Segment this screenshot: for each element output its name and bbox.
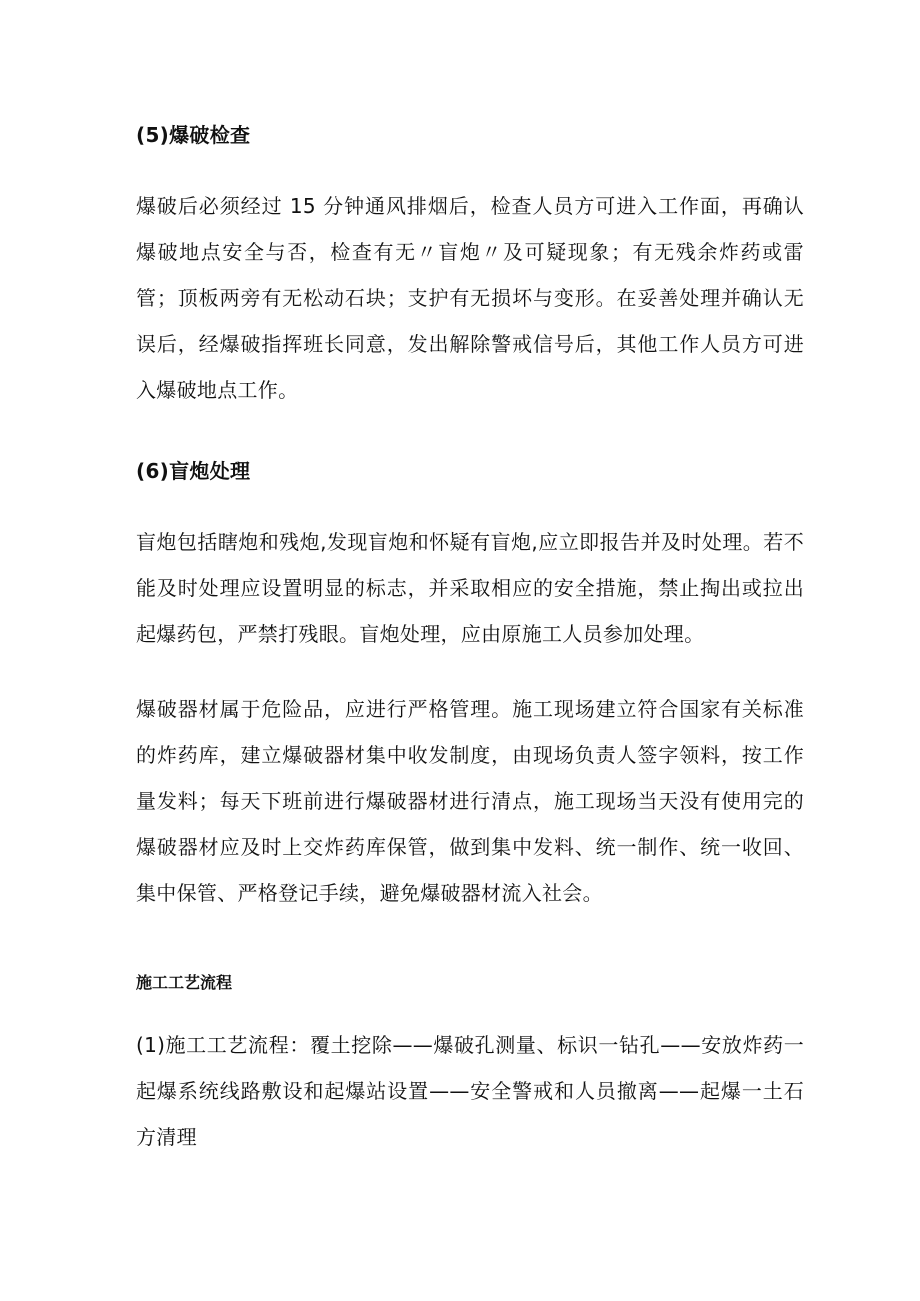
section-heading-blast-inspection: (5)爆破检查 bbox=[136, 123, 251, 147]
paragraph-blast-inspection: 爆破后必须经过 15 分钟通风排烟后，检查人员方可进入工作面，再确认爆破地点安全与否，检查有无〃盲炮〃及可疑现象；有无残余炸药或雷管；顶板两旁有无松动石块；支护有无损坏与变形。在妥善处理并确认无误后，经爆破指挥班长同意，发出解除警戒信号后，其他工作人员方可进入爆破地点工作。 bbox=[136, 194, 804, 402]
section-heading-construction-process: 施工工艺流程 bbox=[136, 973, 233, 992]
paragraph-misfire-handling: 盲炮包括瞎炮和残炮,发现盲炮和怀疑有盲炮,应立即报告并及时处理。若不能及时处理应设置明显的标志，并采取相应的安全措施，禁止掏出或拉出起爆药包，严禁打残眼。盲炮处理，应由原施工人员参加处理。 bbox=[136, 530, 804, 646]
paragraph-construction-process: (1)施工工艺流程：覆土挖除——爆破孔测量、标识一钻孔——安放炸药一起爆系统线路敷设和起爆站设置——安全警戒和人员撤离——起爆一土石方清理 bbox=[136, 1033, 804, 1149]
section-heading-misfire-handling: (6)盲炮处理 bbox=[136, 459, 251, 483]
paragraph-blasting-materials-management: 爆破器材属于危险品，应进行严格管理。施工现场建立符合国家有关标准的炸药库，建立爆破器材集中收发制度，由现场负责人签字领料，按工作量发料；每天下班前进行爆破器材进行清点，施工现场当天没有使用完的爆破器材应及时上交炸药库保管，做到集中发料、统一制作、统一收回、集中保管、严格登记手续，避免爆破器材流入社会。 bbox=[136, 697, 804, 905]
